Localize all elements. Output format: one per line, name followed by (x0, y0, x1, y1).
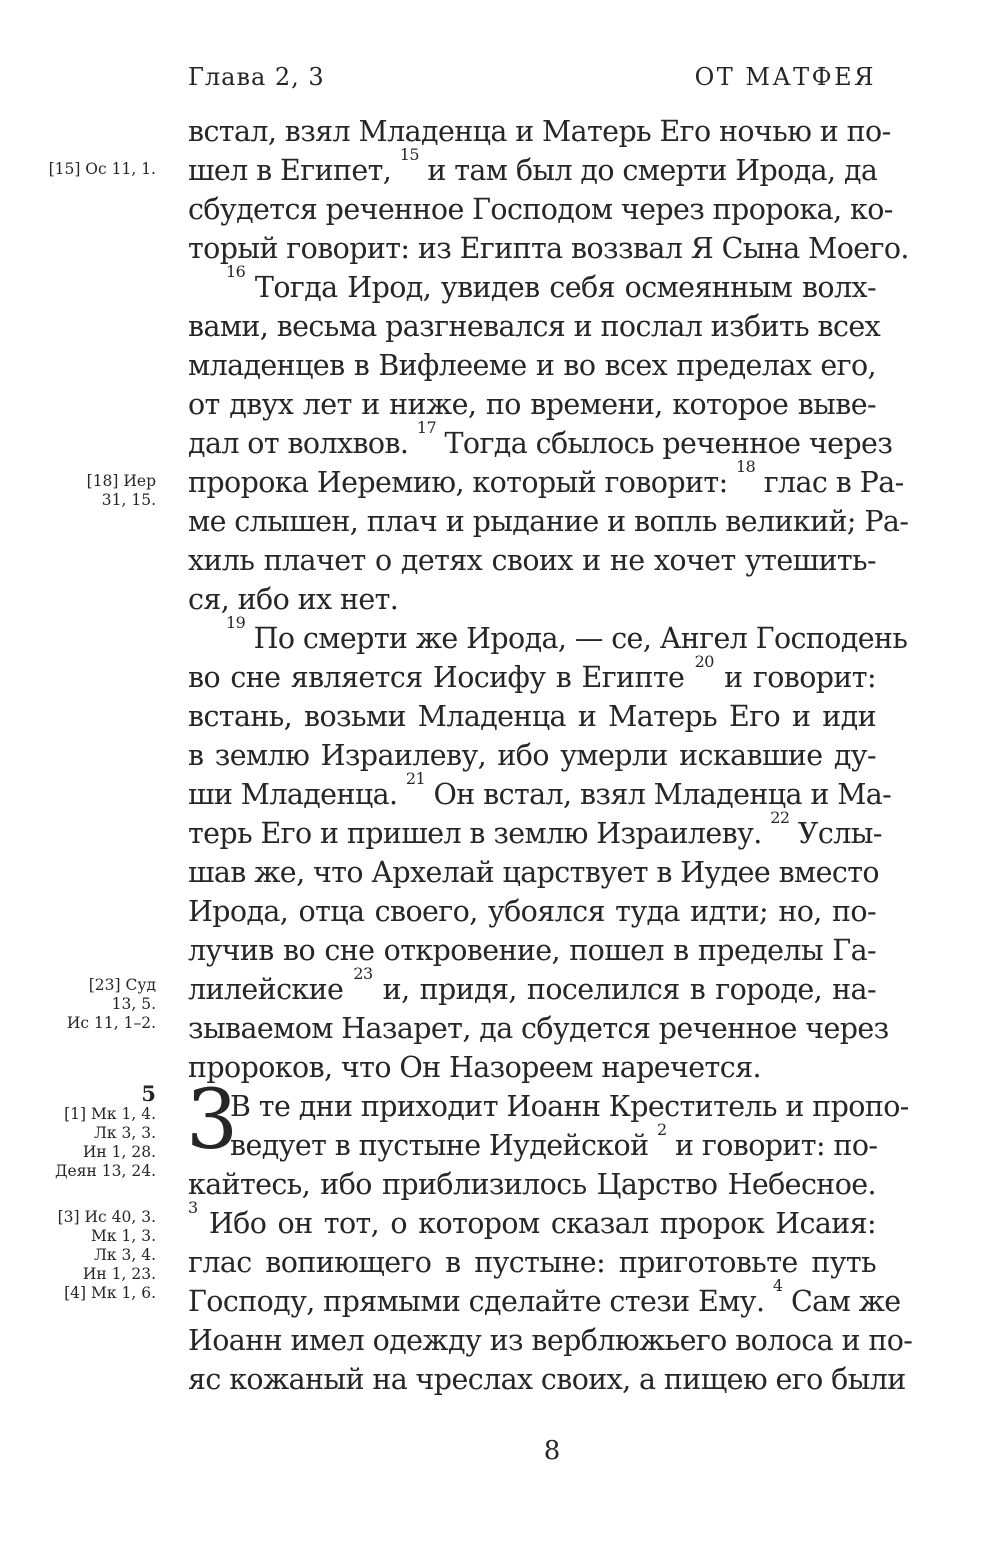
text-line (188, 964, 876, 1009)
reference-line: [3] Ис 40, 3. (57, 1208, 156, 1226)
reference-line: Лк 3, 4. (93, 1246, 156, 1264)
text-line: Иоанн имел одежду из верблюжьего волоса и по- (188, 1324, 913, 1357)
text-fragment: и говорит: (724, 661, 876, 694)
text-line: глас вопиющего в пустыне: приготовьте путь (188, 1246, 876, 1279)
text-fragment: и там был до смерти Ирода, да (427, 154, 878, 187)
reference-line: 31, 15. (101, 491, 156, 509)
margin-reference (20, 160, 156, 179)
running-header (188, 60, 876, 94)
verse-number: 21 (405, 769, 426, 788)
text-fragment: Господу, прямыми сделайте стези Ему. (188, 1285, 765, 1318)
verse-number: 18 (736, 457, 756, 476)
text-fragment: ведует в пустыне Иудейской (230, 1129, 649, 1162)
text-line: шав же, что Архелай царствует в Иудее вместо (188, 856, 879, 889)
margin-reference (20, 1083, 156, 1181)
text-line: младенцев в Вифлееме и во всех пределах его, (188, 349, 876, 382)
text-line: сбудется реченное Господом через пророка, ко- (188, 193, 893, 226)
text-line (188, 418, 893, 463)
text-line (188, 1198, 876, 1243)
text-line: встал, взял Младенца и Матерь Его ночью и по- (188, 115, 891, 148)
text-fragment: пророка Иеремию, который говорит: (188, 466, 728, 499)
text-fragment: и говорит: по- (675, 1129, 878, 1162)
book-title: ОТ МАТФЕЯ (694, 63, 876, 91)
verse-number: 15 (399, 145, 419, 164)
text-fragment: Он встал, взял Младенца и Ма- (433, 778, 892, 811)
reference-line: [1] Мк 1, 4. (64, 1105, 156, 1123)
text-fragment: терь Его и пришел в землю Израилеву. (188, 817, 762, 850)
text-line: ме слышен, плач и рыдание и вопль великий; Ра- (188, 505, 909, 538)
text-line: от двух лет и ниже, по времени, которое выве- (188, 388, 876, 421)
page-number: 8 (543, 1436, 561, 1466)
reference-line: [15] Ос 11, 1. (48, 160, 156, 178)
reference-line: Ин 1, 23. (82, 1265, 156, 1283)
text-line: В те дни приходит Иоанн Креститель и пропо- (230, 1090, 909, 1123)
text-fragment: во сне является Иосифу в Египте (188, 661, 685, 694)
text-line: торый говорит: из Египта воззвал Я Сына Моего. (188, 232, 909, 265)
reference-line: 13, 5. (111, 995, 156, 1013)
margin-reference (20, 976, 156, 1033)
reference-line: Мк 1, 3. (91, 1227, 156, 1245)
text-fragment: и, придя, поселился в городе, на- (382, 973, 876, 1006)
reference-line: [23] Суд (88, 976, 156, 994)
verse-number: 23 (353, 964, 373, 983)
text-line: кайтесь, ибо приблизилось Царство Небесное. (188, 1168, 876, 1201)
text-line: ся, ибо их нет. (188, 583, 399, 616)
chapter-drop-cap: 3 (186, 1073, 239, 1168)
text-fragment: Ибо он тот, о котором сказал пророк Исаия: (208, 1207, 876, 1240)
text-line (230, 1120, 878, 1165)
text-line: Ирода, отца своего, убоялся туда идти; но, по- (188, 895, 876, 928)
body-text (188, 112, 913, 1399)
reference-line: [4] Мк 1, 6. (64, 1284, 156, 1302)
text-line: в землю Израилеву, ибо умерли искавшие ду- (188, 739, 876, 772)
text-fragment: шел в Египет, (188, 154, 392, 187)
reference-line: [18] Иер (86, 472, 156, 490)
text-fragment: ши Младенца. (188, 778, 398, 811)
text-fragment: Сам же (790, 1285, 901, 1318)
text-line (188, 808, 882, 853)
text-line: лучив во сне откровение, пошел в пределы Га- (188, 934, 876, 967)
text-fragment: дал от волхвов. (188, 427, 409, 460)
verse-number: 4 (772, 1276, 783, 1295)
text-fragment: Тогда Ирод, увидев себя осмеянным волх- (254, 271, 876, 304)
text-line (188, 613, 908, 658)
verse-number: 2 (656, 1120, 667, 1139)
reference-line: Ис 11, 1–2. (66, 1014, 156, 1032)
text-fragment: По смерти же Ирода, — се, Ангел Господень (253, 622, 908, 655)
text-line (188, 652, 876, 697)
text-fragment: Услы- (797, 817, 882, 850)
reference-line: Ин 1, 28. (82, 1143, 156, 1161)
text-fragment: глас в Ра- (763, 466, 904, 499)
verse-number: 19 (226, 613, 246, 632)
verse-number: 22 (770, 808, 790, 827)
verse-number: 16 (226, 262, 246, 281)
text-line: вами, весьма разгневался и послал избить всех (188, 310, 881, 343)
reference-line: Лк 3, 3. (93, 1124, 156, 1142)
text-line (188, 457, 904, 502)
chapter-number: 5 (141, 1081, 156, 1106)
reference-line: Деян 13, 24. (54, 1162, 156, 1180)
text-line (188, 1276, 901, 1321)
text-line: пророков, что Он Назореем наречется. (188, 1051, 761, 1084)
margin-reference (20, 1208, 156, 1303)
verse-number: 3 (188, 1198, 198, 1217)
verse-number: 17 (416, 418, 437, 437)
text-line: зываемом Назарет, да сбудется реченное через (188, 1012, 889, 1045)
text-fragment: Тогда сбылось реченное через (444, 427, 893, 460)
text-line: хиль плачет о детях своих и не хочет утешить- (188, 544, 876, 577)
chapter-reference: Глава 2, 3 (188, 63, 325, 91)
text-line: встань, возьми Младенца и Матерь Его и иди (188, 700, 876, 733)
text-fragment: лилейские (188, 973, 344, 1006)
text-line: яс кожаный на чреслах своих, а пищею его были (188, 1363, 906, 1396)
verse-number: 20 (694, 652, 714, 671)
text-line (188, 262, 876, 307)
text-line (188, 145, 878, 190)
margin-reference (20, 472, 156, 510)
